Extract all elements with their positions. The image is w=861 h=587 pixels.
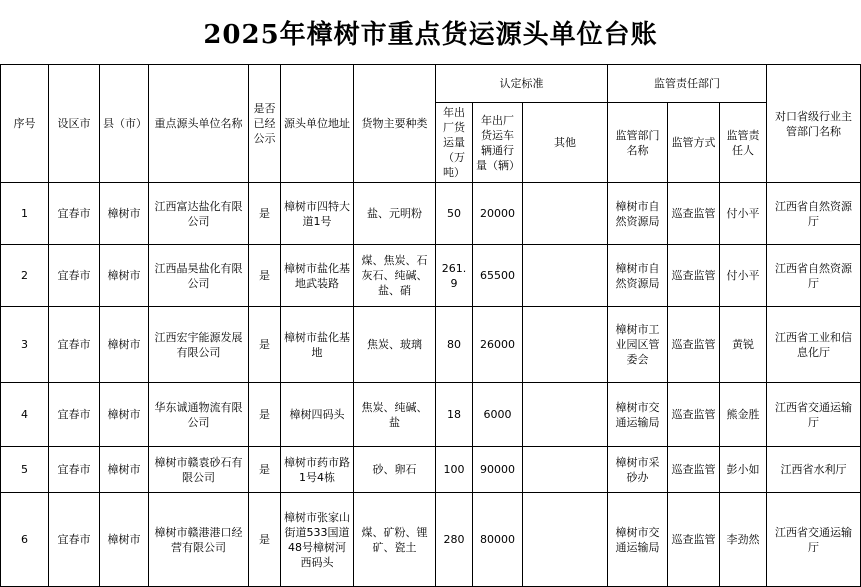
cell-vehicles: 80000 <box>473 493 523 587</box>
cell-city: 宜春市 <box>49 493 100 587</box>
cell-provincial: 江西省工业和信息化厅 <box>767 307 861 383</box>
cell-index: 4 <box>1 383 49 447</box>
header-person: 监管责任人 <box>720 103 767 183</box>
header-method: 监管方式 <box>668 103 720 183</box>
cell-publicized: 是 <box>249 493 281 587</box>
cell-other <box>523 245 608 307</box>
document-title: 2025年樟树市重点货运源头单位台账 <box>203 19 658 50</box>
cell-volume: 100 <box>436 447 473 493</box>
header-county: 县（市） <box>100 65 149 183</box>
cell-method: 巡查监管 <box>668 245 720 307</box>
cell-volume: 261.9 <box>436 245 473 307</box>
cell-vehicles: 65500 <box>473 245 523 307</box>
cell-publicized: 是 <box>249 245 281 307</box>
cell-goods: 焦炭、纯碱、盐 <box>354 383 436 447</box>
cell-other <box>523 183 608 245</box>
cell-city: 宜春市 <box>49 447 100 493</box>
cell-city: 宜春市 <box>49 245 100 307</box>
cell-dept-name: 樟树市工业园区管委会 <box>608 307 668 383</box>
cell-publicized: 是 <box>249 383 281 447</box>
header-other: 其他 <box>523 103 608 183</box>
cell-vehicles: 90000 <box>473 447 523 493</box>
table-row <box>1 383 861 447</box>
cell-person: 李劲然 <box>720 493 767 587</box>
table-row <box>1 447 861 493</box>
cell-publicized: 是 <box>249 447 281 493</box>
cell-vehicles: 26000 <box>473 307 523 383</box>
cell-unit-name: 江西晶昊盐化有限公司 <box>149 245 249 307</box>
table-row <box>1 245 861 307</box>
cell-method: 巡查监管 <box>668 447 720 493</box>
cell-goods: 煤、焦炭、石灰石、纯碱、盐、硝 <box>354 245 436 307</box>
table-row <box>1 493 861 587</box>
cell-city: 宜春市 <box>49 183 100 245</box>
cell-volume: 18 <box>436 383 473 447</box>
header-unit-name: 重点源头单位名称 <box>149 65 249 183</box>
cell-dept-name: 樟树市交通运输局 <box>608 383 668 447</box>
cell-county: 樟树市 <box>100 383 149 447</box>
table-row <box>1 183 861 245</box>
cell-person: 付小平 <box>720 245 767 307</box>
cell-address: 樟树市四特大道1号 <box>281 183 354 245</box>
cell-method: 巡查监管 <box>668 183 720 245</box>
cell-unit-name: 江西宏宇能源发展有限公司 <box>149 307 249 383</box>
cell-other <box>523 447 608 493</box>
header-index: 序号 <box>1 65 49 183</box>
header-annual-volume: 年出厂货运量（万吨） <box>436 103 473 183</box>
header-address: 源头单位地址 <box>281 65 354 183</box>
cell-person: 彭小如 <box>720 447 767 493</box>
cell-provincial: 江西省自然资源厅 <box>767 183 861 245</box>
cell-provincial: 江西省自然资源厅 <box>767 245 861 307</box>
cell-publicized: 是 <box>249 307 281 383</box>
header-criteria: 认定标准 <box>436 65 608 103</box>
cell-index: 1 <box>1 183 49 245</box>
header-city: 设区市 <box>49 65 100 183</box>
cell-volume: 50 <box>436 183 473 245</box>
cell-person: 黄锐 <box>720 307 767 383</box>
cell-unit-name: 华东诚通物流有限公司 <box>149 383 249 447</box>
cell-volume: 280 <box>436 493 473 587</box>
cell-method: 巡查监管 <box>668 493 720 587</box>
table-body <box>1 183 861 587</box>
cell-address: 樟树市盐化基地武装路 <box>281 245 354 307</box>
cell-index: 3 <box>1 307 49 383</box>
cell-person: 付小平 <box>720 183 767 245</box>
cell-provincial: 江西省交通运输厅 <box>767 383 861 447</box>
cell-dept-name: 樟树市采砂办 <box>608 447 668 493</box>
cell-county: 樟树市 <box>100 245 149 307</box>
cell-county: 樟树市 <box>100 307 149 383</box>
cell-address: 樟树四码头 <box>281 383 354 447</box>
cell-vehicles: 6000 <box>473 383 523 447</box>
cell-county: 樟树市 <box>100 183 149 245</box>
cell-city: 宜春市 <box>49 307 100 383</box>
table-row <box>1 307 861 383</box>
cell-method: 巡查监管 <box>668 307 720 383</box>
cell-dept-name: 樟树市自然资源局 <box>608 245 668 307</box>
cell-publicized: 是 <box>249 183 281 245</box>
cell-address: 樟树市药市路1号4栋 <box>281 447 354 493</box>
cell-dept-name: 樟树市交通运输局 <box>608 493 668 587</box>
cell-other <box>523 493 608 587</box>
cell-goods: 煤、矿粉、锂矿、瓷土 <box>354 493 436 587</box>
table-header <box>1 65 861 183</box>
cell-other <box>523 307 608 383</box>
header-provincial: 对口省级行业主管部门名称 <box>767 65 861 183</box>
cell-county: 樟树市 <box>100 493 149 587</box>
cell-person: 熊金胜 <box>720 383 767 447</box>
cell-provincial: 江西省交通运输厅 <box>767 493 861 587</box>
ledger-table <box>0 64 861 587</box>
cell-goods: 盐、元明粉 <box>354 183 436 245</box>
header-supervision: 监管责任部门 <box>608 65 767 103</box>
cell-other <box>523 383 608 447</box>
cell-address: 樟树市张家山街道533国道48号樟树河西码头 <box>281 493 354 587</box>
cell-address: 樟树市盐化基地 <box>281 307 354 383</box>
cell-goods: 砂、卵石 <box>354 447 436 493</box>
header-goods: 货物主要种类 <box>354 65 436 183</box>
cell-county: 樟树市 <box>100 447 149 493</box>
cell-provincial: 江西省水利厅 <box>767 447 861 493</box>
header-publicized: 是否已经公示 <box>249 65 281 183</box>
cell-index: 6 <box>1 493 49 587</box>
cell-vehicles: 20000 <box>473 183 523 245</box>
cell-unit-name: 江西富达盐化有限公司 <box>149 183 249 245</box>
cell-unit-name: 樟树市赣袁砂石有限公司 <box>149 447 249 493</box>
cell-unit-name: 樟树市赣港港口经营有限公司 <box>149 493 249 587</box>
cell-goods: 焦炭、玻璃 <box>354 307 436 383</box>
cell-dept-name: 樟树市自然资源局 <box>608 183 668 245</box>
cell-index: 2 <box>1 245 49 307</box>
cell-volume: 80 <box>436 307 473 383</box>
cell-method: 巡查监管 <box>668 383 720 447</box>
header-dept-name: 监管部门名称 <box>608 103 668 183</box>
cell-index: 5 <box>1 447 49 493</box>
cell-city: 宜春市 <box>49 383 100 447</box>
header-annual-vehicles: 年出厂货运车辆通行量（辆） <box>473 103 523 183</box>
